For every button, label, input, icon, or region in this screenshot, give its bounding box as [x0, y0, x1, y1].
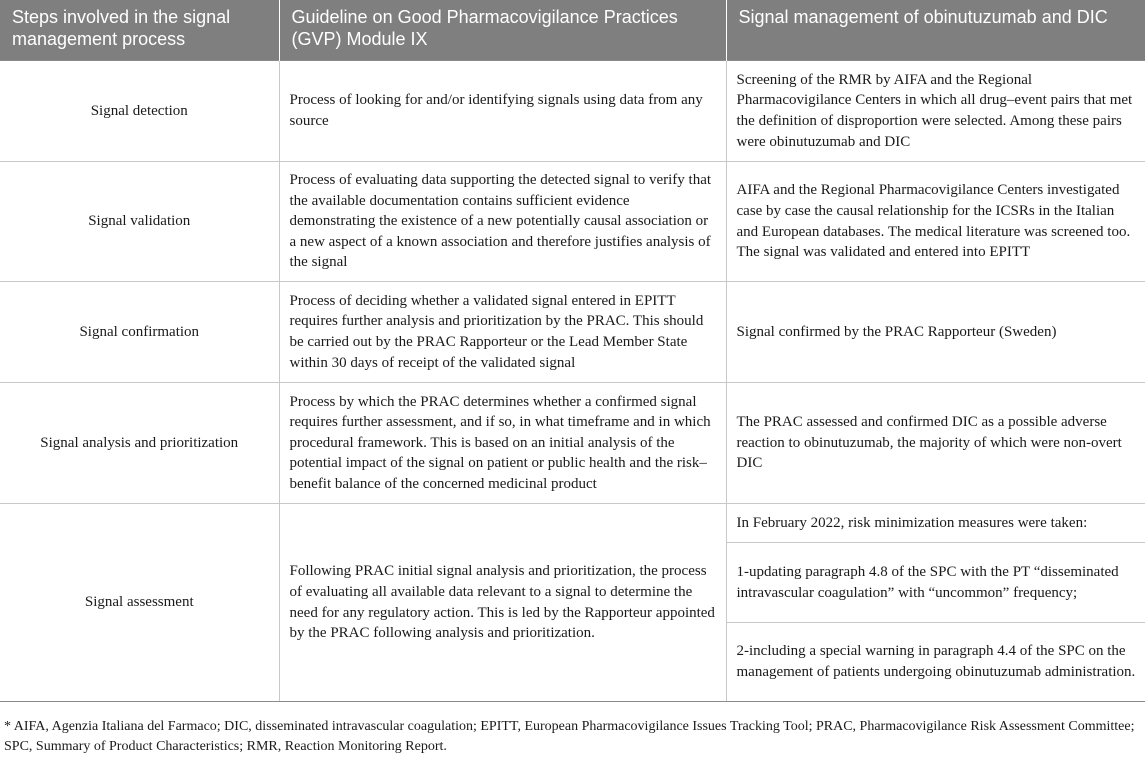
management-measure-2: 2-including a special warning in paragraph 4.4 of the SPC on the management of patients undergoing obinutuzumab administration.	[727, 622, 1145, 701]
management-measures-intro: In February 2022, risk minimization measures were taken:	[736, 514, 1088, 531]
guideline-cell: Process of evaluating data supporting the detected signal to verify that the available documentation contains sufficient evidence demonstrating the existence of a new potentially causal association or a new aspect of a known association and therefore justifies analysis of the signal	[279, 162, 726, 282]
table-row	[0, 61, 1145, 162]
management-cell: Signal confirmed by the PRAC Rapporteur (Sweden)	[726, 282, 1145, 383]
table-row	[0, 162, 1145, 282]
step-cell: Signal confirmation	[0, 282, 279, 383]
step-cell: Signal analysis and prioritization	[0, 383, 279, 504]
table-header-row	[0, 0, 1145, 61]
management-cell	[726, 504, 1145, 702]
guideline-cell: Process of deciding whether a validated signal entered in EPITT requires further analysis and prioritization by the PRAC. This should be carried out by the PRAC Rapporteur or the Lead Member State within 30 days of receipt of the validated signal	[279, 282, 726, 383]
step-cell: Signal assessment	[0, 504, 279, 702]
table-row	[0, 504, 1145, 702]
management-cell: Screening of the RMR by AIFA and the Regional Pharmacovigilance Centers in which all drug–event pairs that met the definition of disproportion were selected. Among these pairs were obinutuzumab and DIC	[726, 61, 1145, 162]
header-guideline: Guideline on Good Pharmacovigilance Practices (GVP) Module IX	[279, 0, 726, 61]
guideline-cell: Following PRAC initial signal analysis and prioritization, the process of evaluating all available data relevant to a signal to determine the need for any regulatory action. This is led by the Rapporteur appointed by the PRAC following analysis and prioritization.	[279, 504, 726, 702]
table-row	[0, 383, 1145, 504]
step-cell: Signal validation	[0, 162, 279, 282]
management-cell: AIFA and the Regional Pharmacovigilance Centers investigated case by case the causal relationship for the ICSRs in the Italian and European databases. The medical literature was screened too. The signal was validated and entered into EPITT	[726, 162, 1145, 282]
header-management: Signal management of obinutuzumab and DIC	[726, 0, 1145, 61]
step-cell: Signal detection	[0, 61, 279, 162]
management-cell: The PRAC assessed and confirmed DIC as a possible adverse reaction to obinutuzumab, the majority of which were non-overt DIC	[726, 383, 1145, 504]
header-steps: Steps involved in the signal management process	[0, 0, 279, 61]
table-footnote: * AIFA, Agenzia Italiana del Farmaco; DIC, disseminated intravascular coagulation; EPITT, European Pharmacovigilance Issues Tracking Tool; PRAC, Pharmacovigilance Risk Assessment Committee; SPC, Summary of Product Characteristics; RMR, Reaction Monitoring Report.	[4, 719, 1135, 754]
guideline-cell: Process by which the PRAC determines whether a confirmed signal requires further assessment, and if so, in what timeframe and in which procedural framework. This is based on an initial analysis of the potential impact of the signal on patient or public health and the risk–benefit balance of the concerned medicinal product	[279, 383, 726, 504]
management-measure-1: 1-updating paragraph 4.8 of the SPC with the PT “disseminated intravascular coagulation” with “uncommon” frequency;	[727, 542, 1145, 622]
guideline-cell: Process of looking for and/or identifying signals using data from any source	[279, 61, 726, 162]
table-row	[0, 282, 1145, 383]
